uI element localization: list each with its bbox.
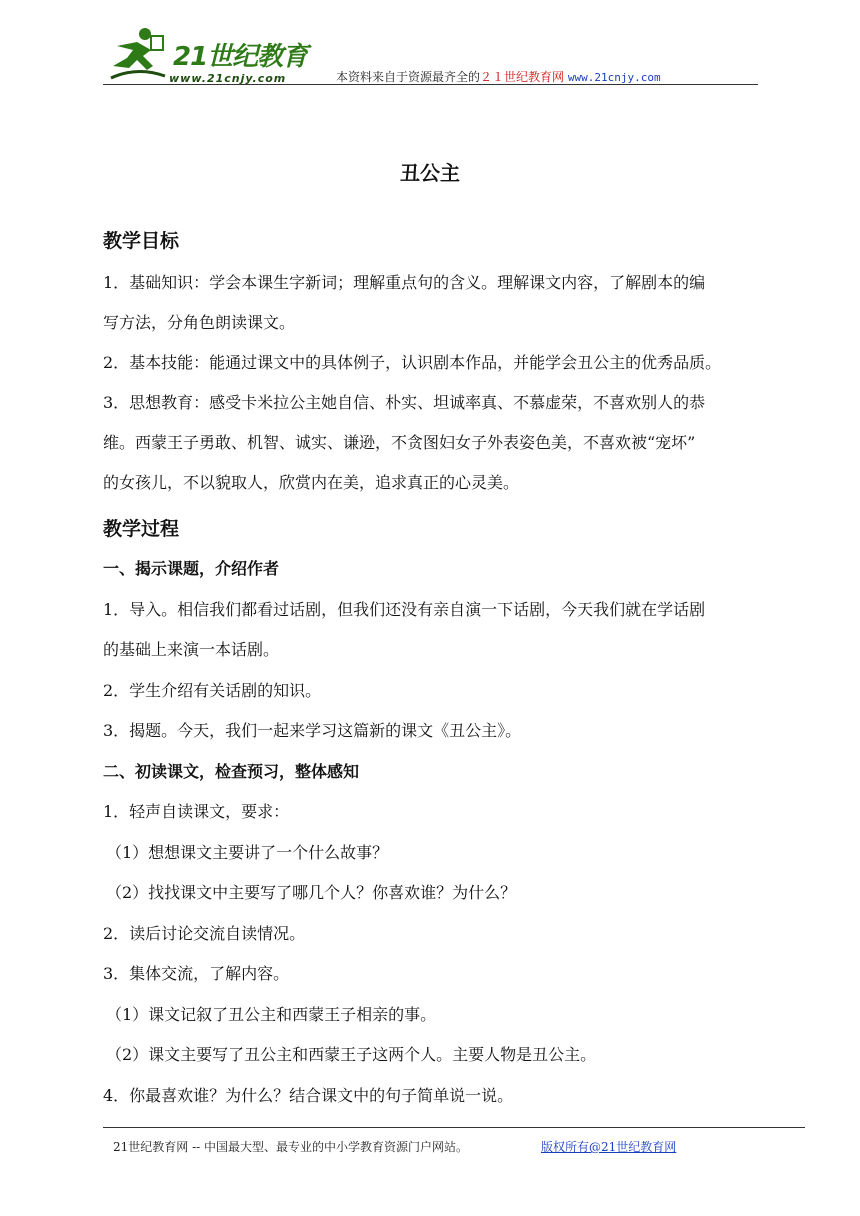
header-note-site-name[interactable]: ２１世纪教育网 [480, 70, 565, 84]
page-header [103, 18, 758, 88]
footer-divider [103, 1127, 805, 1128]
goals-line: 的女孩儿，不以貌取人，欣赏内在美，追求真正的心灵美。 [103, 473, 520, 492]
goals-line: 写方法，分角色朗读课文。 [103, 313, 296, 332]
part2-line: 3．集体交流，了解内容。 [103, 964, 290, 983]
part1-line: 3．揭题。今天，我们一起来学习这篇新的课文《丑公主》。 [103, 721, 522, 740]
goals-line: 3．思想教育：感受卡米拉公主她自信、朴实、坦诚率真、不慕虚荣，不喜欢别人的恭 [103, 393, 706, 412]
logo-text: 21世纪教育 [173, 42, 308, 72]
goals-heading: 教学目标 [103, 230, 180, 252]
goals-line: 1．基础知识：学会本课生字新词；理解重点句的含义。理解课文内容，了解剧本的编 [103, 273, 706, 292]
logo-url: www.21cnjy.com [169, 72, 287, 85]
part2-line: （2）课文主要写了丑公主和西蒙王子这两个人。主要人物是丑公主。 [106, 1045, 597, 1064]
header-note [336, 68, 661, 85]
header-note-prefix: 本资料来自于资源最齐全的 [336, 70, 481, 84]
goals-line: 2．基本技能：能通过课文中的具体例子，认识剧本作品，并能学会丑公主的优秀品质。 [103, 353, 722, 372]
footer-copyright-link[interactable]: 版权所有@21世纪教育网 [541, 1140, 677, 1154]
runner-logo-icon [107, 26, 167, 82]
header-note-url[interactable]: www.21cnjy.com [567, 71, 661, 84]
header-divider [103, 84, 758, 85]
part2-line: 1．轻声自读课文，要求： [103, 802, 290, 821]
part1-line: 1．导入。相信我们都看过话剧，但我们还没有亲自演一下话剧，今天我们就在学话剧 [103, 600, 706, 619]
document-title: 丑公主 [400, 161, 460, 185]
part2-line: 4．你最喜欢谁？为什么？结合课文中的句子简单说一说。 [103, 1086, 514, 1105]
part1-heading: 一、揭示课题，介绍作者 [103, 559, 280, 578]
process-heading: 教学过程 [103, 518, 180, 540]
part1-line: 2．学生介绍有关话剧的知识。 [103, 681, 322, 700]
footer-text: 21世纪教育网 -- 中国最大型、最专业的中小学教育资源门户网站。 [113, 1140, 469, 1154]
part2-line: （1）课文记叙了丑公主和西蒙王子相亲的事。 [106, 1005, 437, 1024]
part2-heading: 二、初读课文，检查预习，整体感知 [103, 762, 360, 781]
part1-line: 的基础上来演一本话剧。 [103, 640, 280, 659]
part2-line: （2）找找课文中主要写了哪几个人？你喜欢谁？为什么？ [106, 883, 517, 902]
part2-line: （1）想想课文主要讲了一个什么故事？ [106, 843, 389, 862]
goals-line: 维。西蒙王子勇敢、机智、诚实、谦逊，不贪图妇女子外表姿色美，不喜欢被“宠坏” [103, 433, 696, 452]
site-logo [103, 24, 323, 90]
part2-line: 2．读后讨论交流自读情况。 [103, 924, 306, 943]
